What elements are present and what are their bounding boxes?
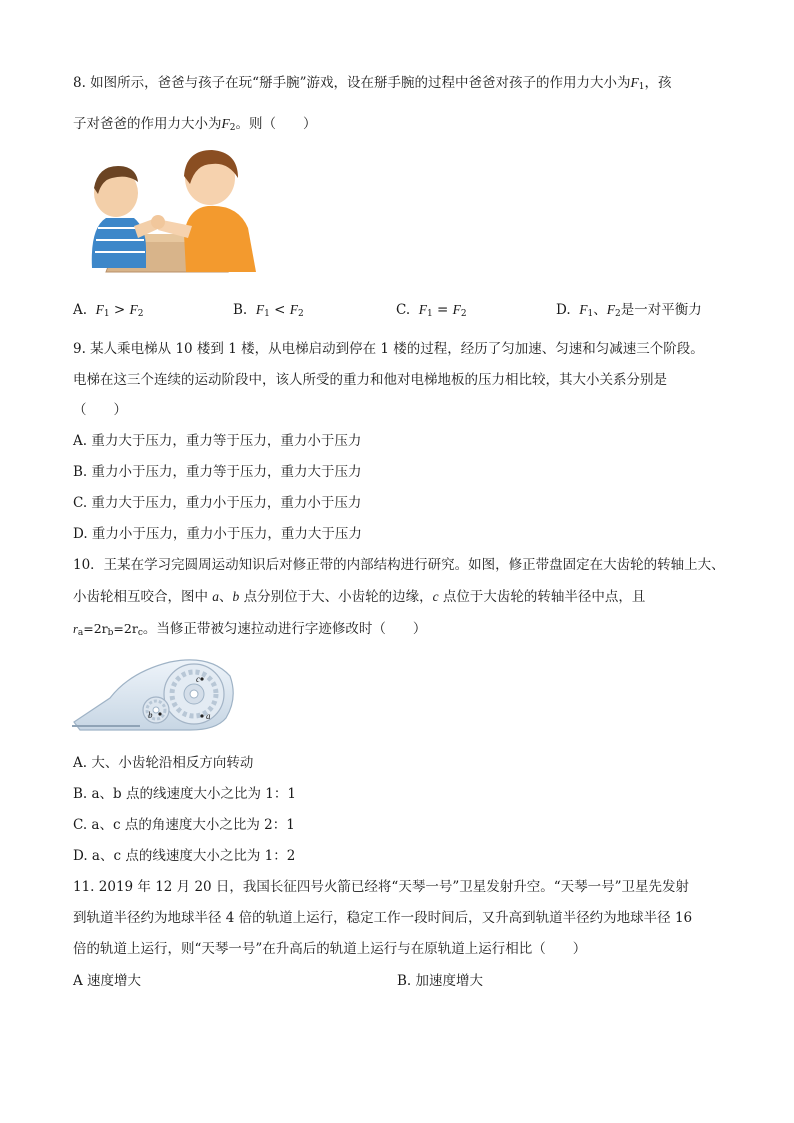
q10-stem-line3: $r_a=2r_b=2r_c$。当修正带被匀速拉动进行字迹修改时（ ） <box>73 621 427 638</box>
q9-stem-line3: （ ） <box>73 402 127 418</box>
label-c: c <box>196 674 200 684</box>
q9-option-a[interactable]: A. 重力大于压力，重力等于压力，重力小于压力 <box>73 433 362 449</box>
q9-stem-line1: 9. 某人乘电梯从 10 楼到 1 楼，从电梯启动到停在 1 楼的过程，经历了匀加速、匀速和匀减速三个阶段。 <box>73 341 704 357</box>
q11-option-b[interactable]: B. 加速度增大 <box>397 973 484 989</box>
q10-option-a[interactable]: A. 大、小齿轮沿相反方向转动 <box>73 755 254 771</box>
q9-stem-line2: 电梯在这三个连续的运动阶段中，该人所受的重力和他对电梯地板的压力相比较，其大小关系分别是 <box>73 372 667 388</box>
label-a: a <box>206 711 211 721</box>
dad-shirt <box>184 206 256 272</box>
label-b: b <box>148 710 153 720</box>
q11-stem-line3: 倍的轨道上运行，则“天琴一号”在升高后的轨道上运行与在原轨道上运行相比（ ） <box>73 941 587 957</box>
q9-option-b[interactable]: B. 重力小于压力，重力等于压力，重力大于压力 <box>73 464 362 480</box>
q8-option-d[interactable]: D. $F_1$、$F_2$是一对平衡力 <box>556 302 702 319</box>
q8-option-a[interactable]: A. $F_1 > F_2$ <box>73 302 144 319</box>
q11-option-a[interactable]: A 速度增大 <box>73 973 142 989</box>
q10-option-d[interactable]: D. a、c 点的线速度大小之比为 1：2 <box>73 848 296 864</box>
q9-option-d[interactable]: D. 重力小于压力，重力小于压力，重力大于压力 <box>73 526 362 542</box>
q10-option-b[interactable]: B. a、b 点的线速度大小之比为 1：1 <box>73 786 296 802</box>
q10-stem-line2: 小齿轮相互咬合，图中 a、b 点分别位于大、小齿轮的边缘，c 点位于大齿轮的转轴半径中点，且 <box>73 589 646 605</box>
q8-option-c[interactable]: C. $F_1 = F_2$ <box>396 302 467 319</box>
arm-wrestling-illustration <box>88 148 258 280</box>
q8-option-b[interactable]: B. $F_1 < F_2$ <box>233 302 304 319</box>
q11-stem-line2: 到轨道半径约为地球半径 4 倍的轨道上运行，稳定工作一段时间后，又升高到轨道半径约为地球半径 16 <box>73 910 693 926</box>
q8-stem-line1: 8. 如图所示，爸爸与孩子在玩“掰手腕”游戏，设在掰手腕的过程中爸爸对孩子的作用力大小为$F_1$，孩 <box>73 75 672 92</box>
clasped-hands <box>151 215 165 229</box>
q8-stem-line2: 子对爸爸的作用力大小为$F_2$。则（ ） <box>73 116 317 133</box>
q9-option-c[interactable]: C. 重力大于压力，重力小于压力，重力小于压力 <box>73 495 362 511</box>
correction-tape-illustration <box>70 650 238 738</box>
q11-stem-line1: 11. 2019 年 12 月 20 日，我国长征四号火箭已经将“天琴一号”卫星发射升空。“天琴一号”卫星先发射 <box>73 879 690 895</box>
q10-option-c[interactable]: C. a、c 点的角速度大小之比为 2：1 <box>73 817 295 833</box>
q10-stem-line1: 10．王某在学习完圆周运动知识后对修正带的内部结构进行研究。如图，修正带盘固定在大齿轮的转轴上大、 <box>73 557 725 573</box>
